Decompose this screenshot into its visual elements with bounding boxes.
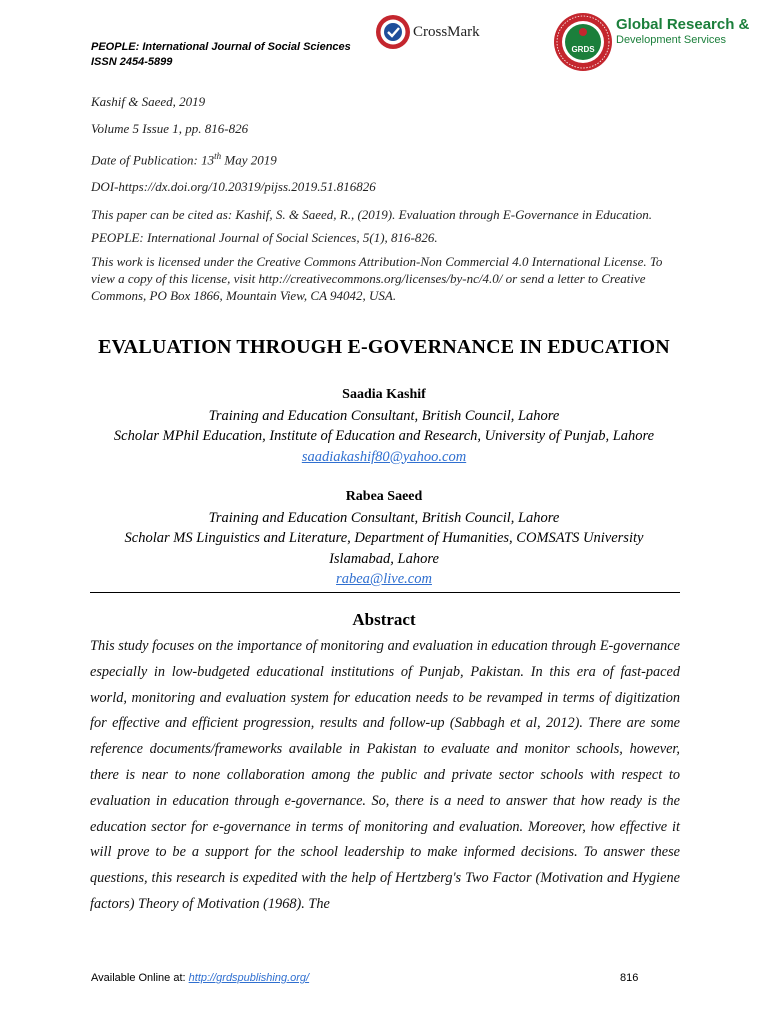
author-block-2	[0, 487, 768, 590]
author-affiliation: Scholar MS Linguistics and Literature, Department of Humanities, COMSATS University Islamabad, Lahore	[124, 530, 644, 567]
author-email-link[interactable]: saadiakashif80@yahoo.com	[301, 448, 467, 465]
crossmark-logo[interactable]	[375, 14, 480, 50]
article-metadata	[91, 91, 681, 304]
crossmark-label: CrossMark	[413, 23, 480, 40]
crossmark-icon	[375, 14, 411, 50]
paper-title: EVALUATION THROUGH E-GOVERNANCE IN EDUCATION	[98, 336, 670, 358]
page-number: 816	[620, 972, 639, 984]
grds-name-line1: Global Research &	[616, 16, 750, 33]
grds-name-line2: Development Services	[616, 34, 727, 46]
author-block-1	[0, 385, 768, 467]
abstract-text: This study focuses on the importance of monitoring and evaluation in education through E-governance especially in low-budgeted educational institutions of Punjab, Pakistan. In this era of fast-paced world, monitoring and evaluation system for education needs to be revamped in terms of digitization for effective and efficient progression, results and follow-up (Sabbagh et al, 2012). There are some reference documents/frameworks available in Pakistan to evaluate and monitor schools, however, there is near to none collaboration among the public and private sector schools with respect to evaluation in education through e-governance. So, there is a need to answer that how ready is the education sector for e-governance in terms of monitoring and evaluation. Moreover, how effective it will prove to be a support for the school leadership to make informed decisions. To answer these questions, this research is expedited with the help of Hertzberg's Two Factor (Motivation and Hygiene factors) Theory of Motivation (1968). The	[90, 638, 680, 912]
doi-link[interactable]: DOI-https://dx.doi.org/10.20319/pijss.2019.51.816826	[91, 179, 376, 195]
author-email-link[interactable]: rabea@live.com	[336, 571, 432, 587]
grds-logo	[553, 10, 749, 74]
author-affiliation: Training and Education Consultant, British Council, Lahore	[208, 407, 560, 424]
journal-header	[91, 40, 351, 70]
publication-date: Date of Publication: 13th May 2019	[91, 151, 277, 168]
citation-text: This paper can be cited as: Kashif, S. & Saeed, R., (2019). Evaluation through E-Governance in Education. PEOPLE: International Journal of Social Sciences, 5(1), 816-826.	[91, 207, 652, 246]
author-name: Saadia Kashif	[342, 387, 426, 402]
footer-label: Available Online at:	[91, 972, 189, 984]
svg-text:GRDS: GRDS	[571, 45, 595, 54]
grds-seal-icon	[553, 10, 613, 74]
journal-issn: ISSN 2454-5899	[91, 56, 173, 68]
footer-url-link[interactable]: http://grdspublishing.org/	[188, 972, 310, 984]
volume-info: Volume 5 Issue 1, pp. 816-826	[91, 121, 249, 136]
abstract-heading: Abstract	[352, 610, 416, 629]
license-text: This work is licensed under the Creative Commons Attribution-Non Commercial 4.0 International License. To view a copy of this license, visit http://creativecommons.org/licenses/by-nc/4.0/ or send a letter to Creative Commons, PO Box 1866, Mountain View, CA 94042, USA.	[91, 254, 663, 304]
author-name: Rabea Saeed	[345, 489, 423, 504]
author-affiliation: Scholar MPhil Education, Institute of Education and Research, University of Punjab, Lahore	[113, 428, 655, 444]
journal-name: PEOPLE: International Journal of Social Sciences	[91, 41, 351, 53]
authors-year: Kashif & Saeed, 2019	[91, 94, 206, 109]
section-divider	[90, 592, 680, 593]
author-affiliation: Training and Education Consultant, British Council, Lahore	[208, 509, 560, 526]
footer-availability	[91, 972, 309, 984]
